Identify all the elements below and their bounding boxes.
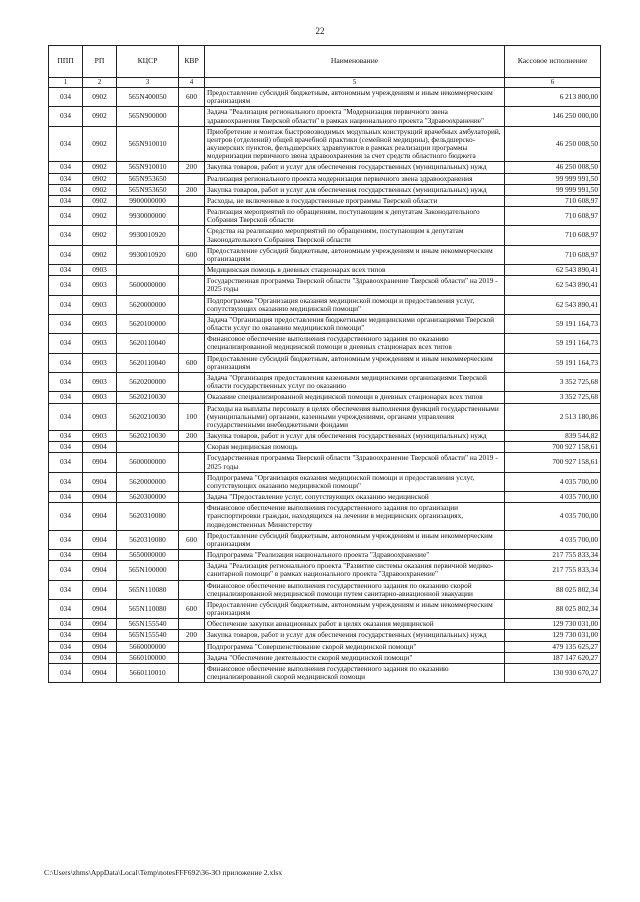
- cell-amount: 2 513 180,86: [505, 403, 601, 431]
- cell-kvr: [179, 265, 205, 276]
- cell-ppp: 034: [49, 431, 83, 442]
- table-row: [49, 472, 601, 491]
- cell-name: Подпрограмма "Совершенствование скорой медицинской помощи": [205, 641, 505, 652]
- cell-name: Расходы на выплаты персоналу в целях обеспечения выполнения функций государственными (муниципальными) органами, казенными учреждениями, органами управления государственными внебюджетными фондами: [205, 403, 505, 431]
- cell-ppp: 034: [49, 226, 83, 245]
- table-row: [49, 173, 601, 184]
- cell-ppp: 034: [49, 492, 83, 503]
- cell-name: Предоставление субсидий бюджетным, автономным учреждениям и иным некоммерческим организациям: [205, 88, 505, 107]
- table-row: [49, 550, 601, 561]
- cell-name: Задача "Обеспечение деятельности скорой медицинской помощи": [205, 652, 505, 663]
- cell-kcsr: 9930010920: [117, 226, 179, 245]
- cell-name: Приобретение и монтаж быстровозводимых модульных конструкций врачебных амбулаторий, центров (отделений) общей врачебной практики (семейной медицины), фельдшерско-акушерских пунктов, фельдшерских здравпунктов в рамках реализации программы модернизации первичного звена здравоохранения за счет средств областного бюджета: [205, 126, 505, 162]
- cell-kcsr: 5620110040: [117, 334, 179, 353]
- cell-amount: 700 927 158,61: [505, 442, 601, 453]
- cell-ppp: 034: [49, 453, 83, 472]
- cell-kvr: [179, 173, 205, 184]
- cell-name: Оказание специализированной медицинской помощи в дневных стационарах всех типов: [205, 392, 505, 403]
- cell-ppp: 034: [49, 663, 83, 682]
- table-row: [49, 314, 601, 333]
- cell-kcsr: 5620100000: [117, 314, 179, 333]
- cell-rp: 0903: [83, 314, 117, 333]
- table-row: [49, 334, 601, 353]
- table-row: [49, 403, 601, 431]
- cell-kvr: [179, 334, 205, 353]
- cell-rp: 0903: [83, 403, 117, 431]
- cell-name: Средства на реализацию мероприятий по обращениям, поступающим к депутатам Законодательного Собрания Тверской области: [205, 226, 505, 245]
- cell-name: Реализация мероприятий по обращениям, поступающим к депутатам Законодательного Собрания Тверской области: [205, 207, 505, 226]
- cell-kcsr: 5620310080: [117, 530, 179, 549]
- cell-rp: 0902: [83, 88, 117, 107]
- table-row: [49, 107, 601, 126]
- cell-name: Закупка товаров, работ и услуг для обеспечения государственных (муниципальных) нужд: [205, 162, 505, 173]
- table-row: [49, 453, 601, 472]
- file-path-footer: C:\Users\zhms\AppData\Local\Temp\notesFFF692\36-ЗО приложение 2.xlsx: [44, 868, 283, 877]
- cell-rp: 0903: [83, 353, 117, 372]
- cell-rp: 0904: [83, 652, 117, 663]
- table-row: [49, 162, 601, 173]
- cell-kcsr: 565N953650: [117, 173, 179, 184]
- table-row: [49, 88, 601, 107]
- cell-amount: 3 352 725,68: [505, 392, 601, 403]
- cell-kcsr: 9930000000: [117, 207, 179, 226]
- header-name: Наименование: [205, 46, 505, 78]
- cell-ppp: 034: [49, 580, 83, 599]
- cell-kcsr: 565N155540: [117, 630, 179, 641]
- cell-rp: 0904: [83, 442, 117, 453]
- cell-ppp: 034: [49, 403, 83, 431]
- cell-kvr: [179, 663, 205, 682]
- cell-amount: 88 025 802,34: [505, 580, 601, 599]
- cell-kvr: [179, 503, 205, 531]
- cell-name: Медицинская помощь в дневных стационарах всех типов: [205, 265, 505, 276]
- cell-amount: 4 035 700,00: [505, 472, 601, 491]
- table-header-row: [49, 46, 601, 78]
- cell-amount: 129 730 031,00: [505, 619, 601, 630]
- cell-rp: 0902: [83, 207, 117, 226]
- cell-kcsr: 5620200000: [117, 372, 179, 391]
- cell-amount: 3 352 725,68: [505, 372, 601, 391]
- cell-kvr: 200: [179, 630, 205, 641]
- table-row: [49, 265, 601, 276]
- cell-rp: 0903: [83, 276, 117, 295]
- table-row: [49, 599, 601, 618]
- cell-rp: 0903: [83, 295, 117, 314]
- column-number: 4: [179, 78, 205, 88]
- cell-kvr: [179, 314, 205, 333]
- cell-amount: 99 999 991,50: [505, 173, 601, 184]
- cell-amount: 710 608,97: [505, 195, 601, 206]
- cell-ppp: 034: [49, 372, 83, 391]
- cell-amount: 62 543 890,41: [505, 265, 601, 276]
- cell-ppp: 034: [49, 245, 83, 264]
- cell-name: Закупка товаров, работ и услуг для обеспечения государственных (муниципальных) нужд: [205, 184, 505, 195]
- cell-kvr: 200: [179, 162, 205, 173]
- cell-kcsr: 5600000000: [117, 453, 179, 472]
- cell-ppp: 034: [49, 276, 83, 295]
- cell-kvr: [179, 472, 205, 491]
- cell-amount: 4 035 700,00: [505, 503, 601, 531]
- cell-amount: 217 755 833,34: [505, 561, 601, 580]
- cell-ppp: 034: [49, 503, 83, 531]
- cell-kcsr: 5620210030: [117, 392, 179, 403]
- table-row: [49, 492, 601, 503]
- cell-kcsr: 5660100000: [117, 652, 179, 663]
- cell-amount: 129 730 031,00: [505, 630, 601, 641]
- cell-amount: 4 035 700,00: [505, 492, 601, 503]
- cell-ppp: 034: [49, 353, 83, 372]
- cell-kcsr: 565N900000: [117, 107, 179, 126]
- cell-ppp: 034: [49, 619, 83, 630]
- page-number: 22: [315, 26, 325, 36]
- table-row: [49, 126, 601, 162]
- cell-ppp: 034: [49, 265, 83, 276]
- cell-kcsr: 565N910010: [117, 162, 179, 173]
- table-row: [49, 530, 601, 549]
- cell-name: Подпрограмма "Организация оказания медицинской помощи и предоставления услуг, сопутствующих оказанию медицинской помощи": [205, 472, 505, 491]
- cell-rp: 0904: [83, 663, 117, 682]
- cell-kcsr: 5600000000: [117, 276, 179, 295]
- table-row: [49, 641, 601, 652]
- table-row: [49, 295, 601, 314]
- cell-kvr: 200: [179, 184, 205, 195]
- cell-name: Государственная программа Тверской области "Здравоохранение Тверской области" на 2019 - 2025 годы: [205, 453, 505, 472]
- cell-name: Расходы, не включенные в государственные программы Тверской области: [205, 195, 505, 206]
- header-rp: РП: [83, 46, 117, 78]
- cell-kcsr: 5620210030: [117, 431, 179, 442]
- cell-amount: 99 999 991,50: [505, 184, 601, 195]
- cell-rp: 0902: [83, 195, 117, 206]
- cell-ppp: 034: [49, 472, 83, 491]
- cell-name: Предоставление субсидий бюджетным, автономным учреждениям и иным некоммерческим организациям: [205, 245, 505, 264]
- cell-rp: 0903: [83, 392, 117, 403]
- table-row: [49, 652, 601, 663]
- cell-name: Задача "Реализация регионального проекта "Развитие системы оказания первичной медико-санитарной помощи" в рамках национального проекта "Здравоохранение": [205, 561, 505, 580]
- cell-kcsr: 565N100000: [117, 561, 179, 580]
- cell-kvr: [179, 550, 205, 561]
- cell-amount: 4 035 700,00: [505, 530, 601, 549]
- cell-amount: 700 927 158,61: [505, 453, 601, 472]
- column-number: 5: [205, 78, 505, 88]
- cell-name: Закупка товаров, работ и услуг для обеспечения государственных (муниципальных) нужд: [205, 630, 505, 641]
- table-body: [49, 88, 601, 683]
- cell-kvr: [179, 107, 205, 126]
- cell-rp: 0904: [83, 550, 117, 561]
- cell-rp: 0902: [83, 226, 117, 245]
- cell-rp: 0902: [83, 245, 117, 264]
- table-row: [49, 663, 601, 682]
- cell-amount: 130 930 670,27: [505, 663, 601, 682]
- table-row: [49, 392, 601, 403]
- cell-kvr: [179, 207, 205, 226]
- cell-kcsr: 565N953650: [117, 184, 179, 195]
- cell-amount: 6 213 800,00: [505, 88, 601, 107]
- cell-amount: 187 147 620,27: [505, 652, 601, 663]
- cell-amount: 59 191 164,73: [505, 334, 601, 353]
- column-number-row: [49, 78, 601, 88]
- cell-ppp: 034: [49, 107, 83, 126]
- table-row: [49, 372, 601, 391]
- table-row: [49, 431, 601, 442]
- cell-ppp: 034: [49, 184, 83, 195]
- cell-ppp: 034: [49, 630, 83, 641]
- cell-rp: 0904: [83, 492, 117, 503]
- cell-name: Задача "Организация предоставления бюджетными медицинскими организациями Тверской области услуг по оказанию медицинской помощи": [205, 314, 505, 333]
- cell-kvr: [179, 641, 205, 652]
- budget-execution-table: [48, 45, 601, 683]
- cell-kcsr: 9930010920: [117, 245, 179, 264]
- cell-rp: 0902: [83, 173, 117, 184]
- cell-kvr: 600: [179, 599, 205, 618]
- cell-kcsr: 565N110080: [117, 599, 179, 618]
- cell-rp: 0904: [83, 503, 117, 531]
- cell-amount: 146 250 000,00: [505, 107, 601, 126]
- cell-kvr: [179, 126, 205, 162]
- cell-rp: 0904: [83, 599, 117, 618]
- cell-name: Задача "Предоставление услуг, сопутствующих оказанию медицинской: [205, 492, 505, 503]
- cell-kvr: [179, 226, 205, 245]
- cell-amount: 46 250 008,50: [505, 126, 601, 162]
- cell-rp: 0903: [83, 265, 117, 276]
- cell-ppp: 034: [49, 88, 83, 107]
- cell-ppp: 034: [49, 126, 83, 162]
- table-row: [49, 226, 601, 245]
- cell-ppp: 034: [49, 530, 83, 549]
- cell-ppp: 034: [49, 334, 83, 353]
- cell-kvr: [179, 392, 205, 403]
- table-row: [49, 580, 601, 599]
- cell-amount: 62 543 890,41: [505, 276, 601, 295]
- column-number: 6: [505, 78, 601, 88]
- cell-kcsr: 5620210030: [117, 403, 179, 431]
- cell-name: Предоставление субсидий бюджетным, автономным учреждениям и иным некоммерческим организациям: [205, 530, 505, 549]
- cell-ppp: 034: [49, 392, 83, 403]
- cell-name: Финансовое обеспечение выполнения государственного задания по организации транспортировки граждан, находящихся на лечении в медицинских организациях, подведомственных Министерству: [205, 503, 505, 531]
- cell-kcsr: 5620110040: [117, 353, 179, 372]
- cell-kvr: [179, 453, 205, 472]
- cell-kcsr: 5620000000: [117, 295, 179, 314]
- cell-kcsr: 5620000000: [117, 472, 179, 491]
- cell-rp: 0902: [83, 162, 117, 173]
- cell-kcsr: 565N400050: [117, 88, 179, 107]
- cell-kvr: [179, 580, 205, 599]
- cell-rp: 0902: [83, 126, 117, 162]
- cell-kcsr: 565N155540: [117, 619, 179, 630]
- cell-rp: 0904: [83, 561, 117, 580]
- cell-rp: 0902: [83, 107, 117, 126]
- cell-kcsr: [117, 265, 179, 276]
- cell-rp: 0903: [83, 372, 117, 391]
- cell-kvr: [179, 652, 205, 663]
- cell-kcsr: 5620300000: [117, 492, 179, 503]
- cell-name: Финансовое обеспечение выполнения государственного задания по оказанию специализированной скорой медицинской помощи: [205, 663, 505, 682]
- cell-name: Скорая медицинская помощь: [205, 442, 505, 453]
- cell-amount: 710 608,97: [505, 245, 601, 264]
- table-row: [49, 245, 601, 264]
- cell-amount: 59 191 164,73: [505, 353, 601, 372]
- cell-ppp: 034: [49, 195, 83, 206]
- cell-ppp: 034: [49, 173, 83, 184]
- cell-ppp: 034: [49, 295, 83, 314]
- cell-kvr: [179, 295, 205, 314]
- cell-rp: 0904: [83, 580, 117, 599]
- column-number: 2: [83, 78, 117, 88]
- cell-amount: 710 608,97: [505, 207, 601, 226]
- cell-name: Задача "Организация предоставления казенными медицинскими организациями Тверской области государственных услуг по оказанию: [205, 372, 505, 391]
- table-row: [49, 619, 601, 630]
- cell-amount: 217 755 833,34: [505, 550, 601, 561]
- cell-kvr: [179, 195, 205, 206]
- cell-kcsr: 565N110080: [117, 580, 179, 599]
- cell-kvr: [179, 492, 205, 503]
- cell-name: Подпрограмма "Организация оказания медицинской помощи и предоставления услуг, сопутствующих оказанию медицинской помощи": [205, 295, 505, 314]
- cell-ppp: 034: [49, 561, 83, 580]
- cell-amount: 88 025 802,34: [505, 599, 601, 618]
- cell-name: Предоставление субсидий бюджетным, автономным учреждениям и иным некоммерческим организациям: [205, 599, 505, 618]
- cell-kvr: [179, 619, 205, 630]
- cell-amount: 710 608,97: [505, 226, 601, 245]
- cell-rp: 0902: [83, 184, 117, 195]
- cell-ppp: 034: [49, 550, 83, 561]
- cell-kvr: 200: [179, 431, 205, 442]
- header-kvr: КВР: [179, 46, 205, 78]
- table-row: [49, 276, 601, 295]
- header-ppp: ППП: [49, 46, 83, 78]
- cell-rp: 0904: [83, 630, 117, 641]
- cell-amount: 59 191 164,73: [505, 314, 601, 333]
- cell-rp: 0904: [83, 619, 117, 630]
- cell-rp: 0904: [83, 641, 117, 652]
- cell-kvr: 100: [179, 403, 205, 431]
- cell-name: Реализация регионального проекта модернизация первичного звена здравоохранения: [205, 173, 505, 184]
- cell-kcsr: 5660110010: [117, 663, 179, 682]
- table-row: [49, 630, 601, 641]
- cell-ppp: 034: [49, 442, 83, 453]
- cell-kvr: [179, 372, 205, 391]
- table-row: [49, 561, 601, 580]
- cell-amount: 839 544,82: [505, 431, 601, 442]
- cell-amount: 479 135 625,27: [505, 641, 601, 652]
- cell-rp: 0903: [83, 334, 117, 353]
- table-row: [49, 195, 601, 206]
- cell-name: Закупка товаров, работ и услуг для обеспечения государственных (муниципальных) нужд: [205, 431, 505, 442]
- cell-amount: 62 543 890,41: [505, 295, 601, 314]
- column-number: 3: [117, 78, 179, 88]
- cell-amount: 46 250 008,50: [505, 162, 601, 173]
- header-cash-execution: Кассовое исполнение: [505, 46, 601, 78]
- cell-name: Финансовое обеспечение выполнения государственного задания по оказанию специализированной медицинской помощи в дневных стационарах всех типов: [205, 334, 505, 353]
- cell-kcsr: 565N910010: [117, 126, 179, 162]
- cell-ppp: 034: [49, 641, 83, 652]
- cell-ppp: 034: [49, 207, 83, 226]
- cell-kvr: [179, 561, 205, 580]
- cell-name: Обеспечение закупки авиационных работ в целях оказания медицинской: [205, 619, 505, 630]
- table-row: [49, 207, 601, 226]
- cell-kcsr: [117, 442, 179, 453]
- cell-kvr: [179, 276, 205, 295]
- table-row: [49, 442, 601, 453]
- cell-kvr: 600: [179, 353, 205, 372]
- cell-kvr: [179, 442, 205, 453]
- cell-kvr: 600: [179, 245, 205, 264]
- cell-kcsr: 5650000000: [117, 550, 179, 561]
- cell-kcsr: 5660000000: [117, 641, 179, 652]
- cell-ppp: 034: [49, 652, 83, 663]
- cell-name: Предоставление субсидий бюджетным, автономным учреждениям и иным некоммерческим организациям: [205, 353, 505, 372]
- cell-kcsr: 5620310080: [117, 503, 179, 531]
- cell-name: Задача "Реализация регионального проекта "Модернизация первичного звена здравоохранения Тверской области" в рамках национального проекта "Здравоохранение": [205, 107, 505, 126]
- cell-rp: 0904: [83, 530, 117, 549]
- table-row: [49, 353, 601, 372]
- cell-ppp: 034: [49, 599, 83, 618]
- cell-name: Подпрограмма "Реализация национального проекта "Здравоохранение": [205, 550, 505, 561]
- table-row: [49, 184, 601, 195]
- cell-kvr: 600: [179, 88, 205, 107]
- cell-rp: 0904: [83, 472, 117, 491]
- cell-name: Государственная программа Тверской области "Здравоохранение Тверской области" на 2019 - 2025 годы: [205, 276, 505, 295]
- cell-name: Финансовое обеспечение выполнения государственного задания по оказанию скорой специализированной медицинской помощи путем санитарно-авиационной эвакуации: [205, 580, 505, 599]
- header-kcsr: КЦСР: [117, 46, 179, 78]
- cell-rp: 0904: [83, 453, 117, 472]
- cell-kcsr: 9900000000: [117, 195, 179, 206]
- cell-ppp: 034: [49, 162, 83, 173]
- table-row: [49, 503, 601, 531]
- cell-ppp: 034: [49, 314, 83, 333]
- cell-rp: 0903: [83, 431, 117, 442]
- cell-kvr: 600: [179, 530, 205, 549]
- column-number: 1: [49, 78, 83, 88]
